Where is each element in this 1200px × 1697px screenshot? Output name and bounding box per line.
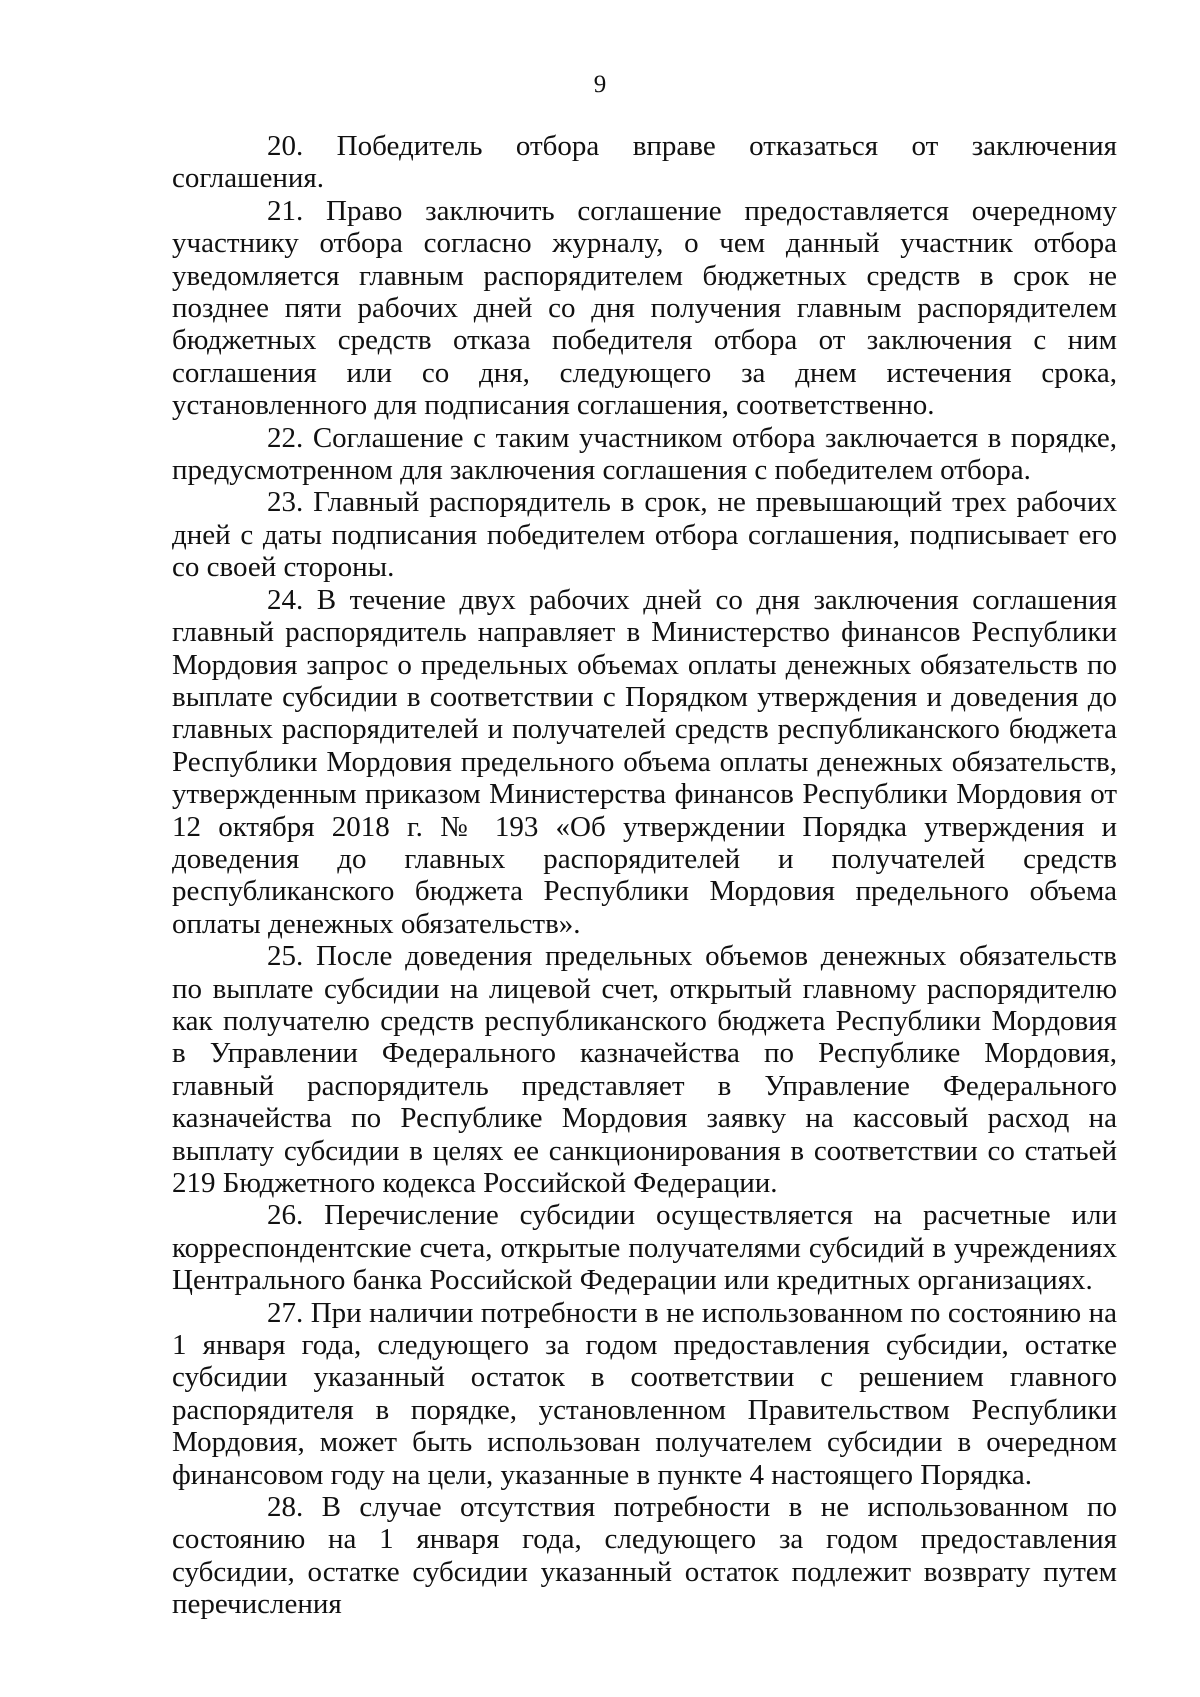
paragraph-28: 28. В случае отсутствия потребности в не использованном по состоянию на 1 января года, следующего за годом предоставления субсидии, остатке субсидии указанный остаток подлежит возврату путем перечисления xyxy=(172,1491,1117,1621)
paragraph-26: 26. Перечисление субсидии осуществляется на расчетные или корреспондентские счета, открытые получателями субсидий в учреждениях Центрального банка Российской Федерации или кредитных организациях. xyxy=(172,1199,1117,1297)
document-body xyxy=(172,130,1117,1621)
paragraph-27: 27. При наличии потребности в не использованном по состоянию на 1 января года, следующего за годом предоставления субсидии, остатке субсидии указанный остаток в соответствии с решением главного распорядителя в порядке, установленном Правительством Республики Мордовия, может быть использован получателем субсидии в очередном финансовом году на цели, указанные в пункте 4 настоящего Порядка. xyxy=(172,1296,1117,1491)
page-number: 9 xyxy=(593,71,607,98)
paragraph-24: 24. В течение двух рабочих дней со дня заключения соглашения главный распорядитель направляет в Министерство финансов Республики Мордовия запрос о предельных объемах оплаты денежных обязательств по выплате субсидии в соответствии с Порядком утверждения и доведения до главных распорядителей и получателей средств республиканского бюджета Республики Мордовия предельного объема оплаты денежных обязательств, утвержденным приказом Министерства финансов Республики Мордовия от 12 октября 2018 г. № 193 «Об утверждении Порядка утверждения и доведения до главных распорядителей и получателей средств республиканского бюджета Республики Мордовия предельного объема оплаты денежных обязательств». xyxy=(172,583,1117,940)
paragraph-25: 25. После доведения предельных объемов денежных обязательств по выплате субсидии на лицевой счет, открытый главному распорядителю как получателю средств республиканского бюджета Республики Мордовия в Управлении Федерального казначейства по Республике Мордовия, главный распорядитель представляет в Управление Федерального казначейства по Республике Мордовия заявку на кассовый расход на выплату субсидии в целях ее санкционирования в соответствии со статьей 219 Бюджетного кодекса Российской Федерации. xyxy=(172,940,1117,1199)
paragraph-22: 22. Соглашение с таким участником отбора заключается в порядке, предусмотренном для заключения соглашения с победителем отбора. xyxy=(172,421,1117,487)
paragraph-23: 23. Главный распорядитель в срок, не превышающий трех рабочих дней с даты подписания победителем отбора соглашения, подписывает его со своей стороны. xyxy=(172,486,1117,584)
paragraph-21: 21. Право заключить соглашение предоставляется очередному участнику отбора согласно журналу, о чем данный участник отбора уведомляется главным распорядителем бюджетных средств в срок не позднее пяти рабочих дней со дня получения главным распорядителем бюджетных средств отказа победителя отбора от заключения с ним соглашения или со дня, следующего за днем истечения срока, установленного для подписания соглашения, соответственно. xyxy=(172,194,1117,422)
paragraph-20: 20. Победитель отбора вправе отказаться от заключения соглашения. xyxy=(172,130,1117,195)
